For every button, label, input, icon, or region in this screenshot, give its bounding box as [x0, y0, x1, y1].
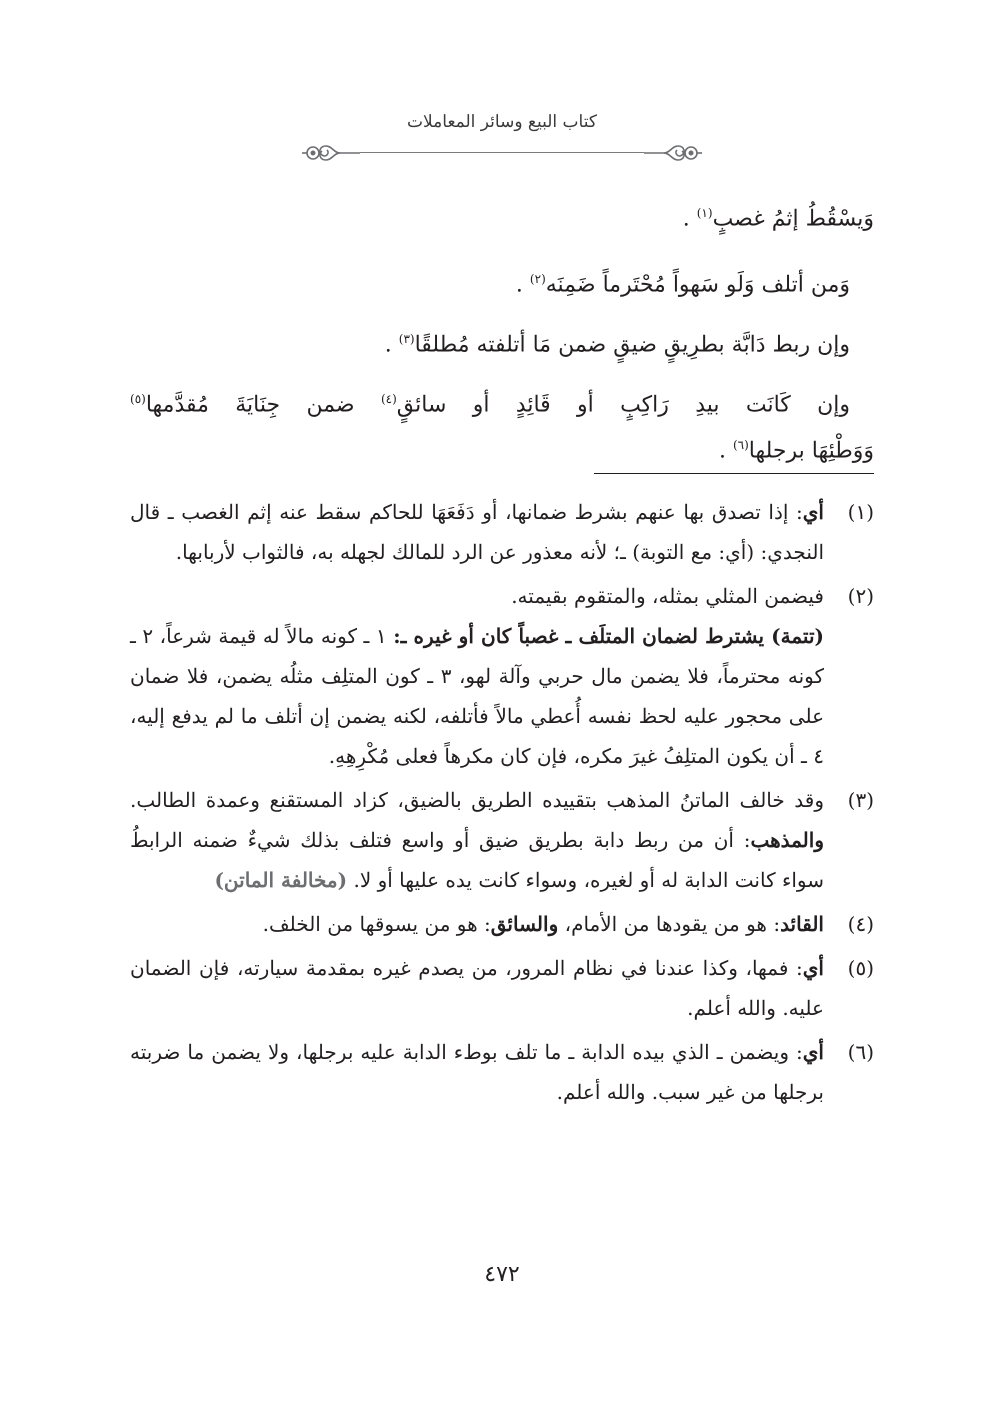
matn-line-text: وَمن أتلف وَلَو سَهواً مُحْتَرماً ضَمِنَه — [545, 272, 850, 298]
matn-line-text: وَوَطْئِهَا برجلها — [748, 438, 874, 464]
footnote-text: وقد خالف الماتنُ المذهب بتقييده الطريق بالضيق، كزاد المستقنع وعمدة الطالب. — [130, 788, 824, 812]
footnote-number: (١) — [847, 500, 874, 524]
footnote-lead: (تتمة) يشترط لضمان المتلَف ـ غصباً كان أو غيره ـ: — [393, 624, 824, 648]
page-number: ٤٧٢ — [484, 1262, 520, 1287]
matn-line — [106, 322, 850, 362]
footnote-number: (٤) — [847, 912, 874, 936]
matn-line-text: وَيسْقُطُ إثمُ غصبٍ — [712, 206, 874, 232]
ornament-right-icon — [642, 138, 704, 168]
footnote-lead: أي — [802, 500, 824, 524]
footnote-text: : هو من يسوقها من الخلف. — [262, 912, 491, 936]
footnote-tag: (مخالفة الماتن) — [214, 868, 348, 892]
matn-line-end: . — [682, 206, 697, 232]
footnote-2-supplement — [130, 616, 874, 776]
footnote-text: ١ ـ كونه مالاً له قيمة شرعاً، ٢ ـ كونه محترماً، فلا يضمن مال حربي وآلة لهو، ٣ ـ كون المتلِف مثلُه يضمن، فلا ضمان على محجور عليه لحظ نفسه أُعطي مالاً فأتلفه، لكنه يضمن إن أتلف ما لم يدفع إليه، ٤ ـ أن يكون المتلِفُ غيرَ مكره، فإن كان مكرهاً فعلى مُكْرِهِهِ. — [130, 624, 825, 768]
footnote-text: : أن من ربط دابة بطريق ضيق أو واسع فتلف بذلك شيءٌ ضمنه الرابطُ سواء كانت الدابة له أو لغيره، وسواء كانت يده عليها أو لا. — [130, 828, 824, 892]
footnotes — [130, 492, 874, 1116]
footnote-bold: والمذهب — [750, 828, 824, 852]
matn-line-end: . — [718, 438, 733, 464]
matn-line — [106, 262, 850, 302]
footnote-divider — [594, 473, 874, 474]
footnote-ref: (٢) — [529, 272, 546, 286]
ornament-left-icon — [300, 138, 362, 168]
footnote-ref: (٦) — [732, 438, 749, 452]
footnote-lead: القائد — [780, 912, 824, 936]
footnote-ref: (٥) — [130, 392, 146, 406]
footnote-text: فيضمن المثلي بمثله، والمتقوم بقيمته. — [511, 584, 824, 608]
matn-line-end: . — [384, 332, 399, 358]
footnote-bold: والسائق — [490, 912, 559, 936]
matn-line-end: . — [515, 272, 530, 298]
footnote-number: (٦) — [847, 1040, 874, 1064]
footnote-text: : إذا تصدق بها عنهم بشرط ضمانها، أو دَفَعَهَا للحاكم سقط عنه إثم الغصب ـ قال النجدي: (أي: مع التوبة) ـ؛ لأنه معذور عن الرد للمالك لجهله به، فالثواب لأربابها. — [130, 500, 824, 564]
footnote-ref: (٤) — [380, 392, 397, 406]
running-header — [300, 112, 704, 172]
footnote-2 — [130, 576, 874, 616]
matn-line-text: وإن كَانَت بيدِ رَاكِبٍ أو قَائِدٍ أو سائقٍ — [396, 392, 851, 418]
footnote-number: (٣) — [847, 788, 874, 812]
footnote-4 — [130, 904, 874, 944]
footnote-lead: أي — [802, 1040, 824, 1064]
footnote-ref: (١) — [696, 206, 713, 220]
footnote-text: : هو من يقودها من الأمام، — [558, 912, 781, 936]
matn-line — [130, 196, 874, 236]
footnote-1 — [130, 492, 874, 572]
matn-line — [130, 428, 874, 468]
footnote-ref: (٣) — [398, 332, 415, 346]
footnote-text: : ويضمن ـ الذي بيده الدابة ـ ما تلف بوطء الدابة عليه برجلها، ولا يضمن ما ضربته برجلها من غير سبب. والله أعلم. — [130, 1040, 824, 1104]
matn-line — [130, 382, 850, 422]
footnote-5 — [130, 948, 874, 1028]
header-rule — [360, 152, 644, 153]
matn-line-text: ضمن جِنَايَةَ مُقدَّمها — [145, 392, 381, 418]
footnote-3 — [130, 780, 874, 900]
footnote-number: (٢) — [847, 584, 874, 608]
footnote-number: (٥) — [847, 956, 874, 980]
matn-line-text: وإن ربط دَابَّة بطرِيقٍ ضيقٍ ضمن مَا أتلفته مُطلقًا — [414, 332, 850, 358]
header-title: كتاب البيع وسائر المعاملات — [407, 112, 597, 132]
footnote-6 — [130, 1032, 874, 1112]
footnote-lead: أي — [802, 956, 824, 980]
footnote-text: : فمها، وكذا عندنا في نظام المرور، من يصدم غيره بمقدمة سيارته، فإن الضمان عليه. والله أعلم. — [130, 956, 824, 1020]
